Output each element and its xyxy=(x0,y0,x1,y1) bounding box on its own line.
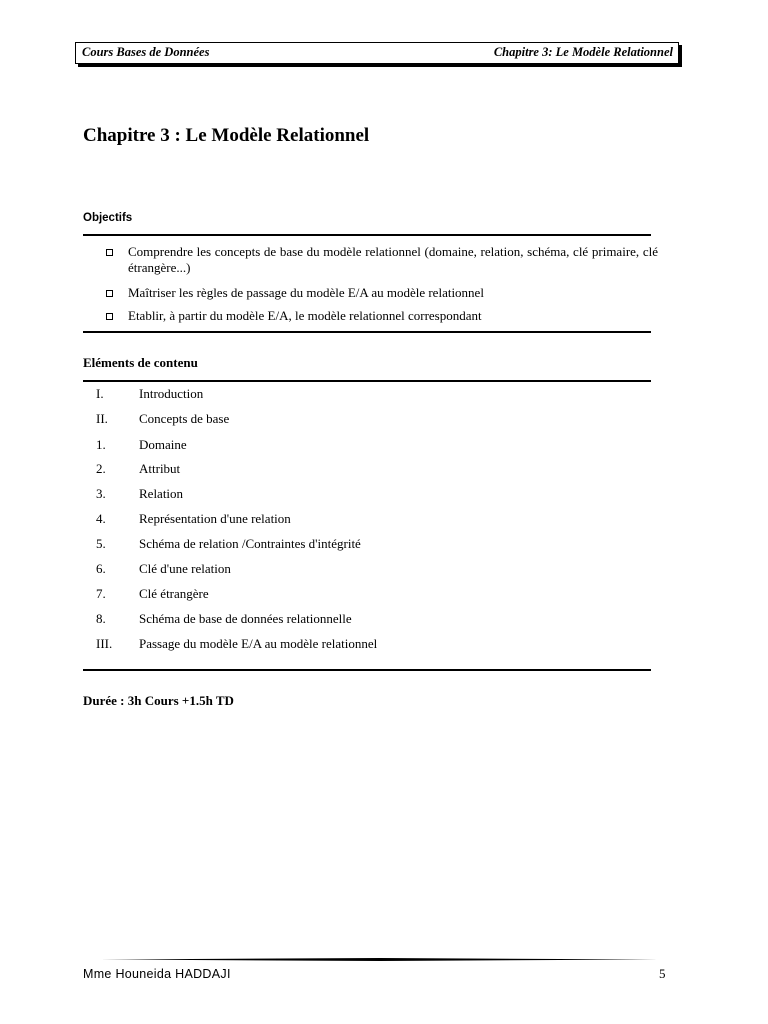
toc-item xyxy=(96,411,636,429)
contenu-heading: Eléments de contenu xyxy=(83,355,198,370)
toc-item xyxy=(96,437,636,455)
toc-number: I. xyxy=(96,386,104,401)
objectifs-heading: Objectifs xyxy=(83,212,133,224)
toc-text: Schéma de base de données relationnelle xyxy=(139,611,352,626)
duration-text: Durée : 3h Cours +1.5h TD xyxy=(83,693,234,708)
contenu-bottom-rule xyxy=(83,669,651,671)
objectif-text: Maîtriser les règles de passage du modèle E/A au modèle relationnel xyxy=(128,285,484,300)
toc-number: 6. xyxy=(96,561,106,576)
toc-item xyxy=(96,561,636,579)
objectif-item xyxy=(106,285,658,301)
toc-number: 1. xyxy=(96,437,106,452)
toc-text: Concepts de base xyxy=(139,411,230,426)
objectif-text: Etablir, à partir du modèle E/A, le modèle relationnel correspondant xyxy=(128,308,482,323)
toc-item xyxy=(96,611,636,629)
toc-number: 7. xyxy=(96,586,106,601)
toc-item xyxy=(96,636,636,654)
toc-text: Attribut xyxy=(139,461,181,476)
objectifs-top-rule xyxy=(83,234,651,236)
toc-text: Représentation d'une relation xyxy=(139,511,291,526)
chapter-title: Chapitre 3 : Le Modèle Relationnel xyxy=(83,125,370,146)
toc-item xyxy=(96,386,636,404)
toc-item xyxy=(96,461,636,479)
toc-item xyxy=(96,511,636,529)
footer-author: Mme Houneida HADDAJI xyxy=(83,967,231,981)
objectif-text: Comprendre les concepts de base du modèle relationnel (domaine, relation, schéma, clé primaire, clé étrangère...) xyxy=(128,244,658,275)
objectif-item xyxy=(106,244,658,276)
page-number: 5 xyxy=(659,966,666,981)
square-bullet-icon xyxy=(106,313,113,320)
toc-text: Clé étrangère xyxy=(139,586,209,601)
objectifs-bottom-rule xyxy=(83,331,651,333)
contenu-top-rule xyxy=(83,380,651,382)
toc-text: Clé d'une relation xyxy=(139,561,231,576)
toc-number: 8. xyxy=(96,611,106,626)
objectif-item xyxy=(106,308,658,324)
toc-number: 3. xyxy=(96,486,106,501)
toc-item xyxy=(96,586,636,604)
toc-text: Schéma de relation /Contraintes d'intégrité xyxy=(139,536,361,551)
square-bullet-icon xyxy=(106,249,113,256)
toc-text: Domaine xyxy=(139,437,187,452)
toc-item xyxy=(96,536,636,554)
footer-divider xyxy=(100,958,658,961)
toc-text: Introduction xyxy=(139,386,204,401)
page-header xyxy=(75,42,679,64)
toc-number: II. xyxy=(96,411,108,426)
toc-text: Passage du modèle E/A au modèle relationnel xyxy=(139,636,378,651)
course-name: Cours Bases de Données xyxy=(82,45,210,59)
toc-text: Relation xyxy=(139,486,184,501)
toc-number: 4. xyxy=(96,511,106,526)
toc-number: 2. xyxy=(96,461,106,476)
toc-number: III. xyxy=(96,636,113,651)
square-bullet-icon xyxy=(106,290,113,297)
toc-number: 5. xyxy=(96,536,106,551)
chapter-header: Chapitre 3: Le Modèle Relationnel xyxy=(493,45,673,59)
toc-item xyxy=(96,486,636,504)
